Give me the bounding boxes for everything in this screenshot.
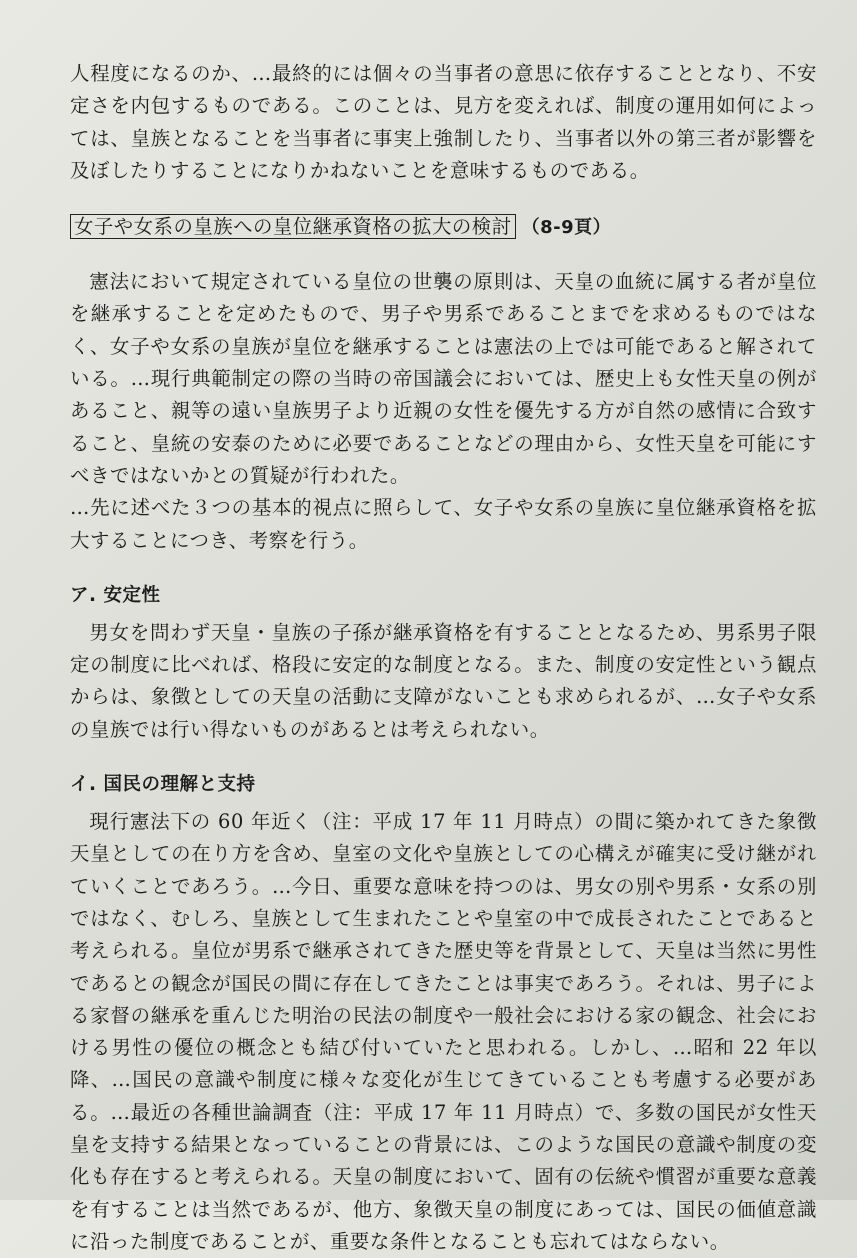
section-stability-title: ア. 安定性 [70,584,161,606]
boxed-heading-line [70,212,817,243]
heading-page-reference: （8-9頁） [521,217,612,239]
section-public-support-text: 現行憲法下の 60 年近く（注：平成 17 年 11 月時点）の間に築かれてきた象徴天皇としての在り方を含め、皇室の文化や皇族としての心構えが確実に受け継がれていくことであろう。…今日、重要な意味を持つのは、男女の別や男系・女系の別ではなく、むしろ、皇族として生まれたことや皇室の中で成長されたことであると考えられる。皇位が男系で継承されてきた歴史等を背景として、天皇は当然に男性であるとの観念が国民の間に存在してきたことは事実であろう。それは、男子による家督の継承を重んじた明治の民法の制度や一般社会における家の観念、社会における男性の優位の概念とも結び付いていたと思われる。しかし、…昭和 22 年以降、…国民の意識や制度に様々な変化が生じてきていることも考慮する必要がある。…最近の各種世論調査（注：平成 17 年 11 月時点）で、多数の国民が女性天皇を支持する結果となっていることの背景には、このような国民の意識や制度の変化も存在すると考えられる。天皇の制度において、固有の伝統や慣習が重要な意義を有することは当然であるが、他方、象徴天皇の制度にあっては、国民の価値意識に沿った制度であることが、重要な条件となることも忘れてはならない。 [70,810,817,1253]
main-paragraph: 憲法において規定されている皇位の世襲の原則は、天皇の血統に属する者が皇位を継承することを定めたもので、男子や男系であることまでを求めるものではなく、女子や女系の皇族が皇位を継承することは憲法の上では可能であると解されている。…現行典範制定の際の当時の帝国議会においては、歴史上も女性天皇の例があること、親等の遠い皇族男子より近親の女性を優先する方が自然の感情に合致すること、皇統の安泰のために必要であることなどの理由から、女性天皇を可能にすべきではないかとの質疑が行われた。 [70,270,817,487]
main-paragraph-continued: …先に述べた３つの基本的視点に照らして、女子や女系の皇族に皇位継承資格を拡大することにつき、考察を行う。 [70,496,817,552]
boxed-heading: 女子や女系の皇族への皇位継承資格の拡大の検討 [70,214,516,239]
section-public-support-title: イ. 国民の理解と支持 [70,774,256,796]
section-stability-text: 男女を問わず天皇・皇族の子孫が継承資格を有することとなるため、男系男子限定の制度に比べれば、格段に安定的な制度となる。また、制度の安定性という観点からは、象徴としての天皇の活動に支障がないことも求められるが、…女子や女系の皇族では行い得ないものがあるとは考えられない。 [70,620,817,741]
intro-paragraph: 人程度になるのか、…最終的には個々の当事者の意思に依存することとなり、不安定さを内包するものである。このことは、見方を変えれば、制度の運用如何によっては、皇族となることを当事者に事実上強制したり、当事者以外の第三者が影響を及ぼしたりすることになりかねないことを意味するものである。 [70,62,817,182]
